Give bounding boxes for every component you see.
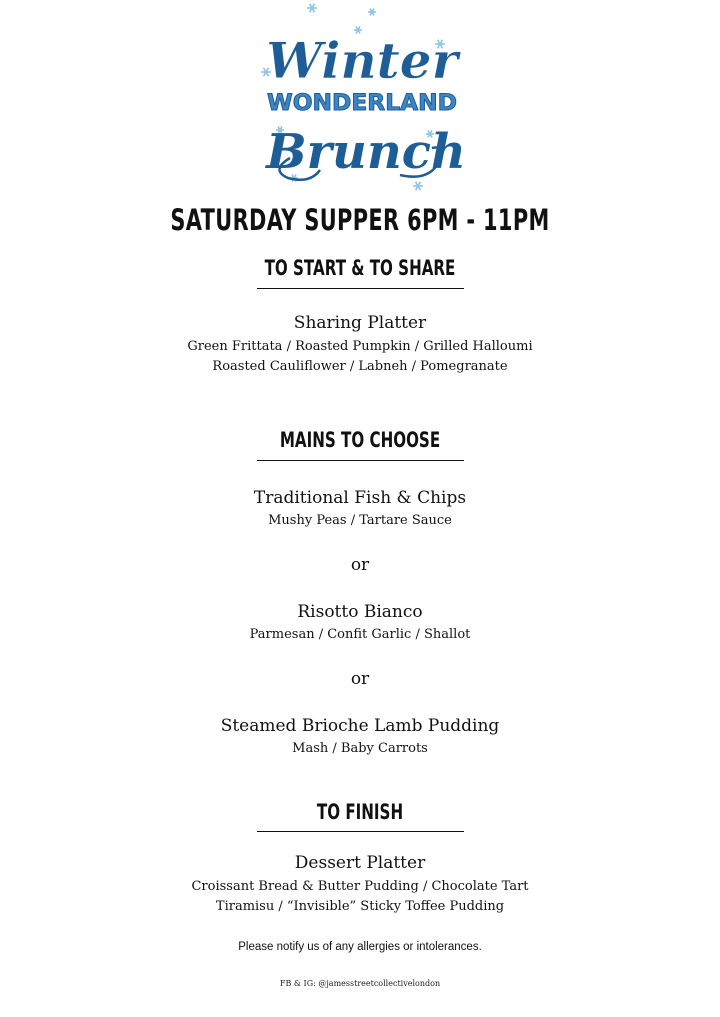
dish-description: Croissant Bread & Butter Pudding / Chocolate Tart <box>191 879 529 894</box>
or-separator: or <box>350 555 370 575</box>
dish-name: Traditional Fish & Chips <box>253 488 467 508</box>
dish-description: Mash / Baby Carrots <box>292 741 428 756</box>
dish-description: Mushy Peas / Tartare Sauce <box>268 513 452 528</box>
allergy-note: Please notify us of any allergies or intolerances. <box>238 941 482 953</box>
dish-name: Steamed Brioche Lamb Pudding <box>220 716 500 736</box>
section-divider <box>257 831 464 832</box>
dish-name: Risotto Bianco <box>297 602 423 622</box>
dish-description: Roasted Cauliflower / Labneh / Pomegranate <box>212 359 508 374</box>
logo-brunch-text: Brunch <box>266 124 466 180</box>
dish-name: Sharing Platter <box>293 313 427 333</box>
dish-description: Parmesan / Confit Garlic / Shallot <box>249 627 471 642</box>
dish-description: Tiramisu / “Invisible” Sticky Toffee Pudding <box>215 899 505 914</box>
section-heading-mains: MAINS TO CHOOSE <box>279 428 441 452</box>
section-divider <box>257 460 464 461</box>
dish-name: Dessert Platter <box>294 853 426 873</box>
winter-wonderland-brunch-logo <box>250 0 470 200</box>
section-heading-finish: TO FINISH <box>316 800 404 824</box>
dish-description: Green Frittata / Roasted Pumpkin / Grilled Halloumi <box>187 339 533 354</box>
page-title: SATURDAY SUPPER 6PM - 11PM <box>170 203 550 237</box>
logo-winter-text: Winter <box>266 31 458 90</box>
social-handle: FB & IG: @jamesstreetcollectivelondon <box>279 979 441 988</box>
section-divider <box>257 288 464 289</box>
section-heading-start: TO START & TO SHARE <box>264 256 456 280</box>
or-separator: or <box>350 669 370 689</box>
logo-wonderland-text: WONDERLAND <box>267 91 457 116</box>
